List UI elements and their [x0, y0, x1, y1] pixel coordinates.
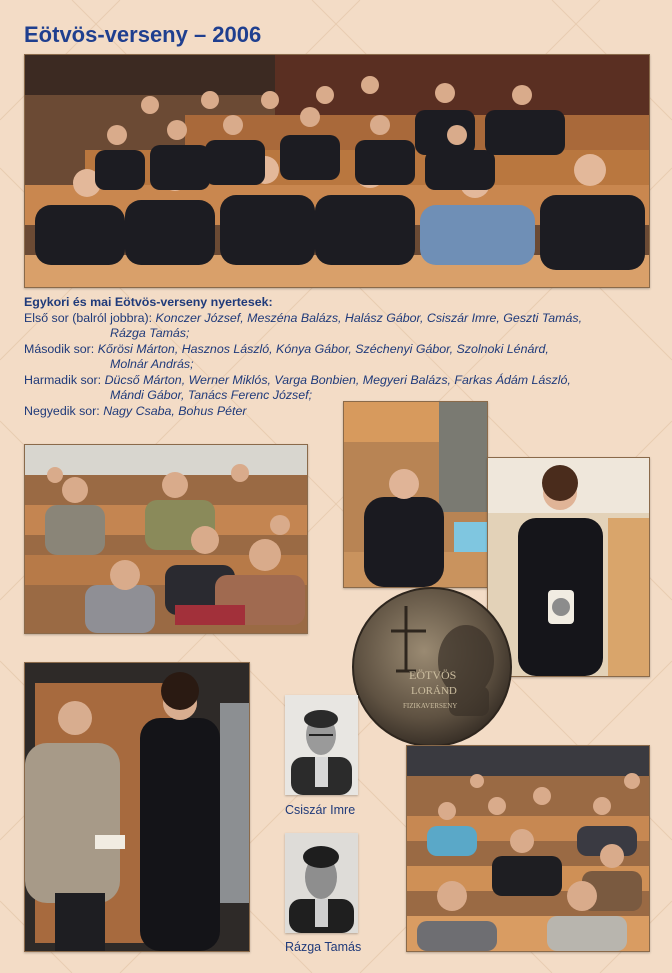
caption-row-continuation: Molnár András; — [110, 357, 194, 371]
caption-row-names: Konczer József, Meszéna Balázs, Halász Gábor, Csiszár Imre, Geszti Tamás, — [155, 310, 583, 325]
portrait-photo-1 — [285, 695, 358, 795]
caption-row-label: Harmadik sor: — [24, 372, 105, 387]
medal-image — [351, 586, 513, 748]
caption-row-label: Első sor (balról jobbra): — [24, 310, 156, 325]
photo-caption — [24, 295, 654, 419]
group-photo — [24, 54, 650, 288]
audience-photo-2 — [406, 745, 650, 952]
medal-inscription-3: FIZIKAVERSENY — [403, 702, 458, 710]
caption-row-label: Második sor: — [24, 341, 98, 356]
caption-row-names: Kőrösi Márton, Hasznos László, Kónya Gábor, Széchenyi Gábor, Szolnoki Lénárd, — [97, 341, 549, 356]
caption-row-2 — [24, 342, 654, 358]
award-handshake-photo — [24, 662, 250, 952]
caption-row-names: Dücső Márton, Werner Miklós, Varga Bonbien, Megyeri Balázs, Farkas Ádám László, — [104, 372, 571, 387]
speaker-photo — [343, 401, 488, 588]
caption-row-label: Negyedik sor: — [24, 403, 104, 418]
portrait-label-2: Rázga Tamás — [285, 940, 362, 954]
caption-row-names: Nagy Csaba, Bohus Péter — [103, 403, 247, 418]
portrait-label-1: Csiszár Imre — [285, 803, 356, 817]
caption-heading: Egykori és mai Eötvös-verseny nyertesek: — [24, 295, 273, 309]
caption-row-1 — [24, 311, 654, 327]
medal-inscription-2: LORÁND — [411, 685, 457, 697]
caption-row-4 — [24, 404, 654, 420]
page-title: Eötvös-verseny – 2006 — [24, 22, 262, 47]
portrait-photo-2 — [285, 833, 358, 933]
caption-row-continuation: Mándi Gábor, Tanács Ferenc József; — [110, 388, 313, 402]
caption-row-3 — [24, 373, 654, 389]
medal-inscription-1: EÖTVÖS — [409, 668, 457, 682]
audience-photo — [24, 444, 308, 634]
caption-row-continuation: Rázga Tamás; — [110, 326, 190, 340]
